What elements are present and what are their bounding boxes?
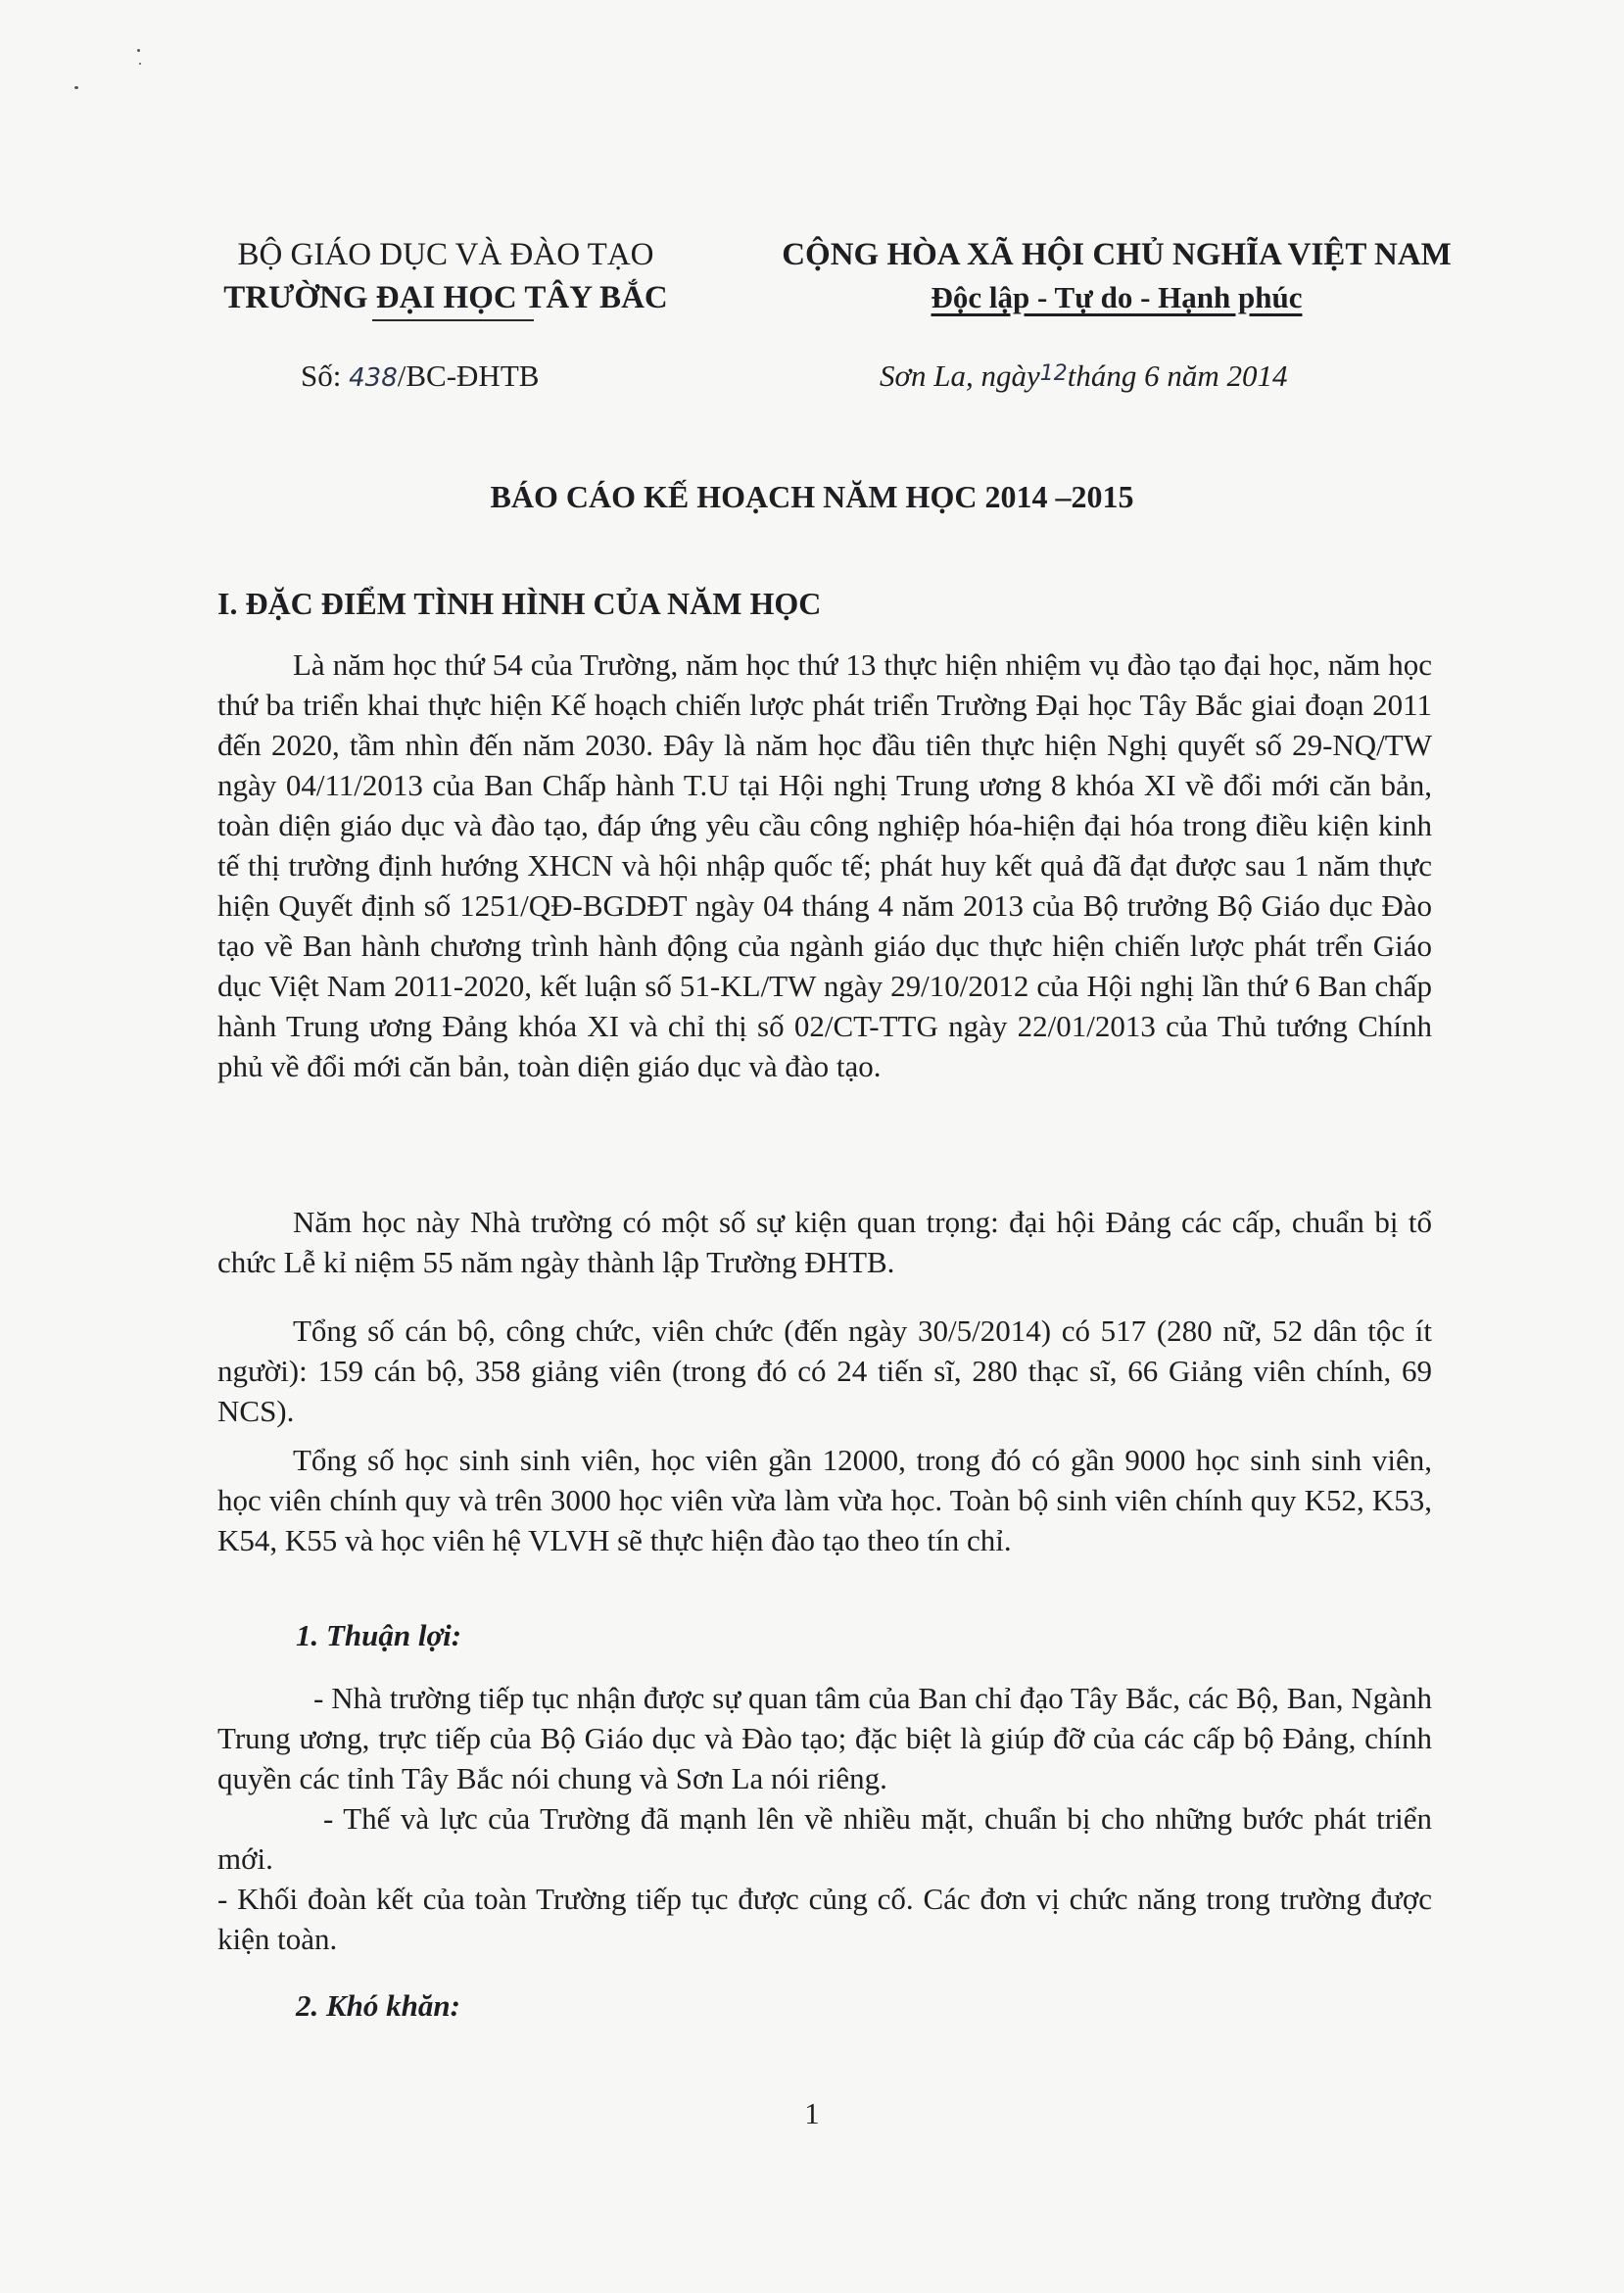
header-right bbox=[725, 233, 1508, 319]
document-number bbox=[301, 358, 539, 394]
doc-number-handwritten: 438 bbox=[349, 363, 398, 393]
section-heading: I. ĐẶC ĐIỂM TÌNH HÌNH CỦA NĂM HỌC bbox=[217, 586, 822, 621]
doc-number-suffix: /BC-ĐHTB bbox=[397, 358, 540, 393]
doc-number-prefix: Số: bbox=[301, 358, 342, 393]
scan-speck bbox=[139, 63, 141, 65]
advantage-item-3: - Khối đoàn kết của toàn Trường tiếp tục được củng cố. Các đơn vị chức năng trong trường được kiện toàn. bbox=[217, 1882, 1432, 1956]
advantage-item-2: - Thế và lực của Trường đã mạnh lên về nhiều mặt, chuẩn bị cho những bước phát triển mới. bbox=[217, 1801, 1432, 1876]
paragraph-1: Là năm học thứ 54 của Trường, năm học thứ 13 thực hiện nhiệm vụ đào tạo đại học, năm học thứ ba triển khai thực hiện Kế hoạch chiến lược phát triển Trường Đại học Tây Bắc giai đoạn 2011 đến 2020, tầm nhìn đến năm 2030. Đây là năm học đầu tiên thực hiện Nghị quyết số 29-NQ/TW ngày 04/11/2013 của Ban Chấp hành T.U tại Hội nghị Trung ương 8 khóa XI về đổi mới căn bản, toàn diện giáo dục và đào tạo, đáp ứng yêu cầu công nghiệp hóa-hiện đại hóa trong điều kiện kinh tế thị trường định hướng XHCN và hội nhập quốc tế; phát huy kết quả đã đạt được sau 1 năm thực hiện Quyết định số 1251/QĐ-BGDĐT ngày 04 tháng 4 năm 2013 của Bộ trưởng Bộ Giáo dục Đào tạo về Ban hành chương trình hành động của ngành giáo dục thực hiện chiến lược phát trển Giáo dục Việt Nam 2011-2020, kết luận số 51-KL/TW ngày 29/10/2012 của Hội nghị lần thứ 6 Ban chấp hành Trung ương Đảng khóa XI và chỉ thị số 02/CT-TTG ngày 22/01/2013 của Thủ tướng Chính phủ về đổi mới căn bản, toàn diện giáo dục và đào tạo. bbox=[217, 647, 1432, 1083]
date-day-handwritten: 12 bbox=[1039, 361, 1068, 386]
header-left bbox=[191, 233, 700, 319]
ministry-name: BỘ GIÁO DỤC VÀ ĐÀO TẠO bbox=[237, 237, 654, 272]
subsection-heading-difficulties: 2. Khó khăn: bbox=[296, 1988, 460, 2023]
page-number: 1 bbox=[804, 2096, 820, 2130]
scan-speck bbox=[137, 49, 140, 52]
paragraph-2: Năm học này Nhà trường có một số sự kiện quan trọng: đại hội Đảng các cấp, chuẩn bị tổ chức Lễ kỉ niệm 55 năm ngày thành lập Trường ĐHTB. bbox=[217, 1205, 1432, 1279]
subsection-heading-advantages: 1. Thuận lợi: bbox=[296, 1618, 462, 1652]
paragraph-3: Tổng số cán bộ, công chức, viên chức (đến ngày 30/5/2014) có 517 (280 nữ, 52 dân tộc ít người): 159 cán bộ, 358 giảng viên (trong đó có 24 tiến sĩ, 280 thạc sĩ, 66 Giảng viên chính, 69 NCS). bbox=[217, 1314, 1432, 1428]
header-left-rule bbox=[372, 319, 534, 321]
date-suffix: tháng 6 năm 2014 bbox=[1067, 358, 1288, 393]
paragraph-4: Tổng số học sinh sinh viên, học viên gần 12000, trong đó có gần 9000 học sinh sinh viên, học viên chính quy và trên 3000 học viên vừa làm vừa học. Toàn bộ sinh viên chính quy K52, K53, K54, K55 và học viên hệ VLVH sẽ thực hiện đào tạo theo tín chỉ. bbox=[217, 1443, 1432, 1557]
university-name: TRƯỜNG ĐẠI HỌC TÂY BẮC bbox=[223, 280, 668, 315]
national-motto: Độc lập - Tự do - Hạnh phúc bbox=[931, 280, 1303, 314]
date-prefix: Sơn La, ngày bbox=[880, 358, 1040, 393]
date-line bbox=[880, 358, 1288, 394]
report-title: BÁO CÁO KẾ HOẠCH NĂM HỌC 2014 –2015 bbox=[490, 479, 1134, 514]
country-name: CỘNG HÒA XÃ HỘI CHỦ NGHĨA VIỆT NAM bbox=[782, 237, 1452, 272]
advantage-item-1: - Nhà trường tiếp tục nhận được sự quan tâm của Ban chỉ đạo Tây Bắc, các Bộ, Ban, Ngành Trung ương, trực tiếp của Bộ Giáo dục và Đào tạo; đặc biệt là giúp đỡ của các cấp bộ Đảng, chính quyền các tỉnh Tây Bắc nói chung và Sơn La nói riêng. bbox=[217, 1681, 1432, 1795]
scan-speck bbox=[74, 86, 78, 89]
